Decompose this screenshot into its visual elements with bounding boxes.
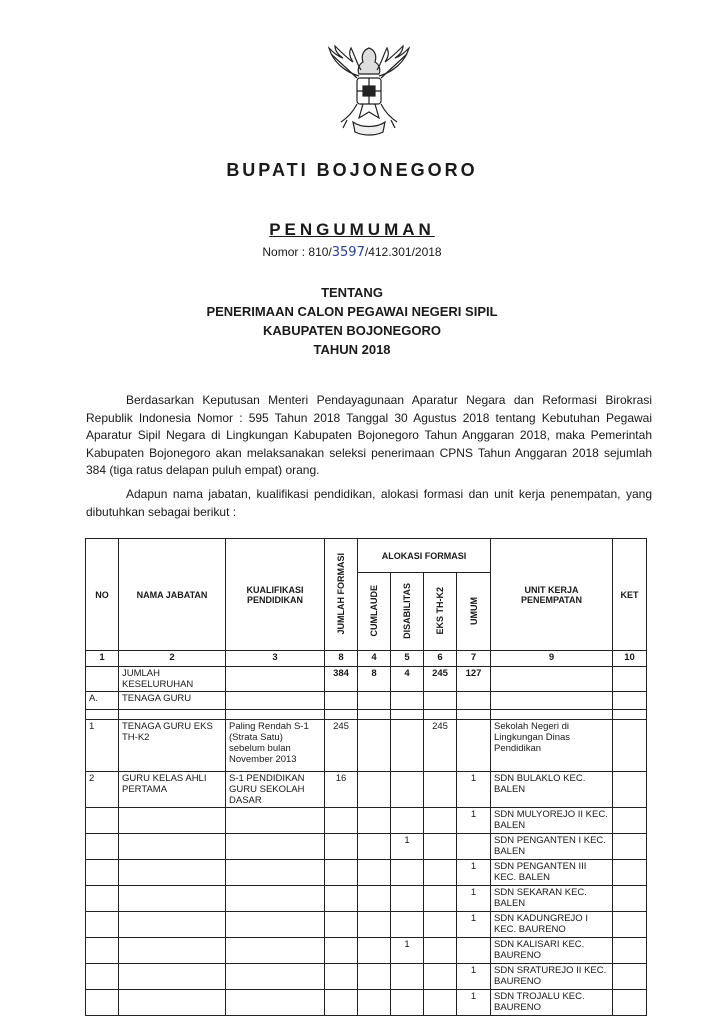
row-eks-th-k2 [424,860,457,886]
row-cumlaude: 8 [358,667,391,692]
row-nama-jabatan [119,912,226,938]
row-ket [613,692,647,710]
row-unit-kerja: SDN PENGANTEN I KEC. BALEN [491,834,613,860]
second-paragraph [86,486,652,521]
row-unit-kerja: SDN PENGANTEN III KEC. BALEN [491,860,613,886]
row-no [86,964,119,990]
row-kualifikasi: Paling Rendah S-1 (Strata Satu) sebelum bulan November 2013 [226,720,325,772]
row-no [86,808,119,834]
header-alokasi-formasi: ALOKASI FORMASI [358,539,491,573]
column-number: 9 [491,651,613,667]
row-ket [613,990,647,1016]
row-jumlah [325,710,358,720]
row-disabilitas: 4 [391,667,424,692]
row-no [86,990,119,1016]
header-umum-label: UMUM [468,596,479,625]
row-umum: 127 [457,667,491,692]
row-umum: 1 [457,990,491,1016]
row-umum: 1 [457,860,491,886]
row-umum: 1 [457,772,491,808]
row-cumlaude [358,938,391,964]
row-ket [613,834,647,860]
row-disabilitas [391,860,424,886]
row-no: 1 [86,720,119,772]
row-umum: 1 [457,964,491,990]
row-jumlah [325,964,358,990]
column-number: 3 [226,651,325,667]
row-eks-th-k2 [424,964,457,990]
row-disabilitas [391,710,424,720]
header-disabilitas-label: DISABILITAS [402,582,412,639]
row-no: 2 [86,772,119,808]
table-row [86,692,647,710]
row-kualifikasi [226,938,325,964]
row-no [86,860,119,886]
column-number-row [86,651,647,667]
column-number: 8 [325,651,358,667]
row-jumlah [325,990,358,1016]
handwritten-number: 3597 [331,245,365,260]
row-umum [457,692,491,710]
title-line: TAHUN 2018 [313,342,391,357]
row-disabilitas [391,964,424,990]
header-disabilitas [391,573,424,651]
row-nama-jabatan: TENAGA GURU [119,692,226,710]
row-ket [613,860,647,886]
table-row [86,964,647,990]
row-ket [613,667,647,692]
document-type: PENGUMUMAN [269,220,435,239]
document-number [0,245,704,260]
row-jumlah [325,886,358,912]
row-cumlaude [358,772,391,808]
row-eks-th-k2 [424,834,457,860]
column-number: 2 [119,651,226,667]
row-umum: 1 [457,808,491,834]
column-number: 7 [457,651,491,667]
row-ket [613,964,647,990]
row-umum [457,720,491,772]
row-jumlah [325,912,358,938]
row-nama-jabatan [119,834,226,860]
row-umum [457,938,491,964]
row-no: A. [86,692,119,710]
table-row [86,710,647,720]
header-cumlaude-label: CUMLAUDE [369,584,379,637]
table-row [86,772,647,808]
row-unit-kerja: SDN BULAKLO KEC. BALEN [491,772,613,808]
header-kualifikasi: KUALIFIKASI PENDIDIKAN [226,539,325,651]
row-jumlah: 16 [325,772,358,808]
row-kualifikasi [226,692,325,710]
row-nama-jabatan [119,964,226,990]
table-row [86,834,647,860]
row-cumlaude [358,912,391,938]
row-disabilitas [391,772,424,808]
row-cumlaude [358,720,391,772]
row-jumlah [325,808,358,834]
row-no [86,710,119,720]
row-ket [613,886,647,912]
row-no [86,938,119,964]
number-suffix: /412.301/2018 [364,245,442,259]
row-disabilitas [391,692,424,710]
row-unit-kerja: SDN MULYOREJO II KEC. BALEN [491,808,613,834]
paragraph-text: Berdasarkan Keputusan Menteri Pendayagunaan Aparatur Negara dan Reformasi Birokrasi Republik Indonesia Nomor : 595 Tahun 2018 Tanggal 30 Agustus 2018 tentang Kebutuhan Pegawai Aparatur Sipil Negara di Lingkungan Kabupaten Bojonegoro Tahun Anggaran 2018, maka Pemerintah Kabupaten Bojonegoro akan melaksanakan seleksi penerimaan CPNS Tahun Anggaran 2018 sejumlah 384 (tiga ratus delapan puluh empat) orang. [86,393,652,477]
row-kualifikasi [226,990,325,1016]
title-line: TENTANG [321,285,383,300]
row-unit-kerja [491,667,613,692]
row-cumlaude [358,692,391,710]
row-kualifikasi [226,834,325,860]
table-row [86,938,647,964]
row-nama-jabatan [119,886,226,912]
row-kualifikasi [226,808,325,834]
row-disabilitas [391,886,424,912]
row-kualifikasi [226,860,325,886]
row-cumlaude [358,860,391,886]
row-kualifikasi: S-1 PENDIDIKAN GURU SEKOLAH DASAR [226,772,325,808]
header-no: NO [86,539,119,651]
row-cumlaude [358,808,391,834]
row-unit-kerja: SDN SRATUREJO II KEC. BAURENO [491,964,613,990]
row-cumlaude [358,834,391,860]
row-jumlah [325,938,358,964]
row-eks-th-k2 [424,886,457,912]
row-unit-kerja [491,710,613,720]
row-cumlaude [358,710,391,720]
column-number: 5 [391,651,424,667]
row-ket [613,938,647,964]
header-eks-th-k2 [424,573,457,651]
row-eks-th-k2 [424,938,457,964]
row-eks-th-k2 [424,912,457,938]
column-number: 4 [358,651,391,667]
row-nama-jabatan [119,808,226,834]
table-row [86,808,647,834]
row-eks-th-k2 [424,772,457,808]
row-nama-jabatan [119,710,226,720]
row-umum [457,834,491,860]
row-eks-th-k2 [424,990,457,1016]
row-cumlaude [358,886,391,912]
garuda-emblem-icon [323,42,415,142]
row-no [86,912,119,938]
header-jumlah-label: JUMLAH FORMASI [336,552,346,635]
row-kualifikasi [226,912,325,938]
row-ket [613,808,647,834]
row-nama-jabatan: TENAGA GURU EKS TH-K2 [119,720,226,772]
row-jumlah [325,692,358,710]
header-nama-jabatan: NAMA JABATAN [119,539,226,651]
row-nama-jabatan: GURU KELAS AHLI PERTAMA [119,772,226,808]
row-jumlah: 245 [325,720,358,772]
row-disabilitas [391,912,424,938]
title-line: PENERIMAAN CALON PEGAWAI NEGERI SIPIL [206,304,498,319]
table-row [86,720,647,772]
row-no [86,667,119,692]
row-umum: 1 [457,886,491,912]
paragraph-text: Adapun nama jabatan, kualifikasi pendidikan, alokasi formasi dan unit kerja penempatan, yang dibutuhkan sebagai berikut : [86,487,652,519]
title-line: KABUPATEN BOJONEGORO [263,323,441,338]
header-ket: KET [613,539,647,651]
row-no [86,834,119,860]
row-unit-kerja [491,692,613,710]
row-disabilitas [391,720,424,772]
header-unit-kerja: UNIT KERJA PENEMPATAN [491,539,613,651]
row-eks-th-k2: 245 [424,667,457,692]
table-row [86,886,647,912]
table-row [86,860,647,886]
row-disabilitas [391,808,424,834]
formation-table [85,538,647,1016]
row-unit-kerja: SDN KALISARI KEC. BAURENO [491,938,613,964]
table-row [86,912,647,938]
table-body [86,667,647,1016]
column-number: 6 [424,651,457,667]
row-unit-kerja: Sekolah Negeri di Lingkungan Dinas Pendidikan [491,720,613,772]
row-nama-jabatan: JUMLAH KESELURUHAN [119,667,226,692]
row-ket [613,710,647,720]
row-cumlaude [358,990,391,1016]
row-cumlaude [358,964,391,990]
row-ket [613,720,647,772]
row-umum: 1 [457,912,491,938]
row-kualifikasi [226,667,325,692]
row-kualifikasi [226,710,325,720]
row-nama-jabatan [119,860,226,886]
row-unit-kerja: SDN TROJALU KEC. BAURENO [491,990,613,1016]
header-cumlaude [358,573,391,651]
row-disabilitas: 1 [391,834,424,860]
row-unit-kerja: SDN KADUNGREJO I KEC. BAURENO [491,912,613,938]
row-unit-kerja: SDN SEKARAN KEC. BALEN [491,886,613,912]
row-umum [457,710,491,720]
row-eks-th-k2 [424,808,457,834]
row-eks-th-k2: 245 [424,720,457,772]
column-number: 10 [613,651,647,667]
row-kualifikasi [226,886,325,912]
table-row [86,990,647,1016]
row-eks-th-k2 [424,692,457,710]
row-no [86,886,119,912]
row-jumlah [325,834,358,860]
row-kualifikasi [226,964,325,990]
row-eks-th-k2 [424,710,457,720]
row-disabilitas [391,990,424,1016]
table-row [86,667,647,692]
intro-paragraph [86,392,652,480]
number-prefix: Nomor : 810/ [262,245,332,259]
header-eks-label: EKS TH-K2 [435,586,445,635]
row-jumlah [325,860,358,886]
column-number: 1 [86,651,119,667]
row-ket [613,912,647,938]
row-nama-jabatan [119,990,226,1016]
row-disabilitas: 1 [391,938,424,964]
row-jumlah: 384 [325,667,358,692]
row-nama-jabatan [119,938,226,964]
header-umum [457,573,491,651]
row-ket [613,772,647,808]
header-jumlah-formasi [325,539,358,651]
issuing-authority: BUPATI BOJONEGORO [226,160,478,180]
